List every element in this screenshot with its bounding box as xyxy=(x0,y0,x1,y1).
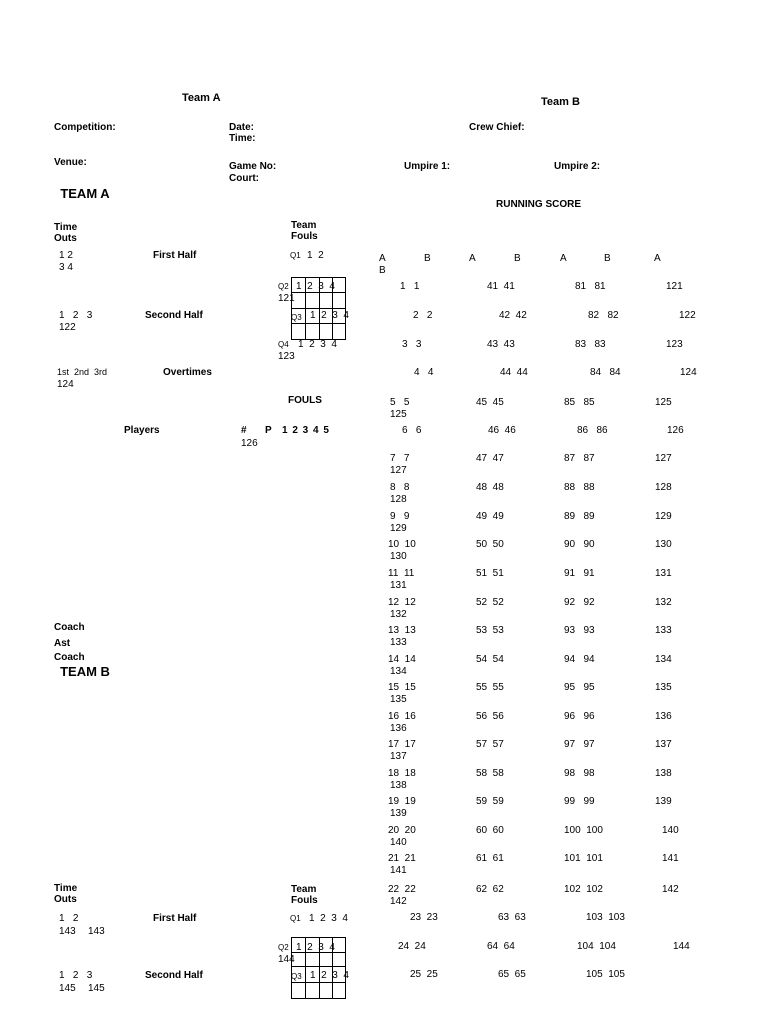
running-score-wrap: 125 xyxy=(390,409,407,420)
running-score-cell[interactable]: 49 49 xyxy=(476,511,504,522)
q3-b-fouls[interactable]: 1 2 3 4 xyxy=(310,970,349,981)
running-score-cell[interactable]: 12 12 xyxy=(388,597,416,608)
stray-121: 121 xyxy=(278,293,295,304)
running-score-wrap: 131 xyxy=(390,580,407,591)
running-score-cell[interactable]: 5 5 xyxy=(390,397,410,408)
running-score-wrap: 137 xyxy=(390,751,407,762)
running-score-cell[interactable]: 123 xyxy=(666,339,683,350)
q2-a-fouls[interactable]: 1 2 3 4 xyxy=(296,281,335,292)
rs-header-b: B xyxy=(514,253,521,264)
court-label: Court: xyxy=(229,173,259,184)
running-score-wrap: 130 xyxy=(390,551,407,562)
stray-124: 124 xyxy=(57,379,74,390)
q1-b-label: Q1 xyxy=(290,914,301,923)
rs-header-a: A xyxy=(379,253,386,264)
running-score-cell[interactable]: 22 22 xyxy=(388,884,416,895)
running-score-wrap: 135 xyxy=(390,694,407,705)
running-score-cell[interactable]: 138 xyxy=(655,768,672,779)
date-label: Date: xyxy=(229,122,255,133)
running-score-cell[interactable]: 85 85 xyxy=(564,397,595,408)
running-score-cell[interactable]: 19 19 xyxy=(388,796,416,807)
running-score-cell[interactable]: 58 58 xyxy=(476,768,504,779)
running-score-cell[interactable]: 144 xyxy=(673,941,690,952)
fouls-title: FOULS xyxy=(288,395,322,406)
q4-a-fouls[interactable]: 1 2 3 4 xyxy=(298,339,337,350)
stray-145b: 145 xyxy=(88,983,105,994)
running-score-cell[interactable]: 1 1 xyxy=(400,281,420,292)
overtimes-a-label: Overtimes xyxy=(163,367,212,378)
running-score-wrap: 133 xyxy=(390,637,407,648)
running-score-wrap: 140 xyxy=(390,837,407,848)
game-no-label: Game No: xyxy=(229,161,277,172)
running-score-cell[interactable]: 8 8 xyxy=(390,482,410,493)
running-score-cell[interactable]: 24 24 xyxy=(398,941,426,952)
running-score-wrap: 128 xyxy=(390,494,407,505)
running-score-cell[interactable]: 65 65 xyxy=(498,969,526,980)
second-half-b-label: Second Half xyxy=(145,970,203,981)
stray-122: 122 xyxy=(59,322,76,333)
first-half-a-boxes-2[interactable]: 3 4 xyxy=(59,262,73,273)
running-score-cell[interactable]: 103 103 xyxy=(586,912,625,923)
running-score-cell[interactable]: 98 98 xyxy=(564,768,595,779)
rs-header-a: A xyxy=(469,253,476,264)
q2-b-label: Q2 xyxy=(278,943,289,952)
running-score-cell[interactable]: 88 88 xyxy=(564,482,595,493)
q3-b-label: Q3 xyxy=(291,972,302,981)
coach-label: Coach xyxy=(54,622,85,633)
running-score-cell[interactable]: 6 6 xyxy=(402,425,422,436)
running-score-cell[interactable]: 127 xyxy=(655,453,672,464)
running-score-cell[interactable]: 54 54 xyxy=(476,654,504,665)
running-score-cell[interactable]: 7 7 xyxy=(390,453,410,464)
running-score-cell[interactable]: 11 11 xyxy=(388,568,415,579)
running-score-cell[interactable]: 20 20 xyxy=(388,825,416,836)
running-score-cell[interactable]: 25 25 xyxy=(410,969,438,980)
running-score-cell[interactable]: 92 92 xyxy=(564,597,595,608)
players-label: Players xyxy=(124,425,160,436)
running-score-wrap: 134 xyxy=(390,666,407,677)
running-score-cell[interactable]: 131 xyxy=(655,568,672,579)
running-score-cell[interactable]: 56 56 xyxy=(476,711,504,722)
stray-143: 143 xyxy=(59,926,76,937)
q1-b-fouls[interactable]: 1 2 3 4 xyxy=(309,913,348,924)
q2-b-fouls[interactable]: 1 2 3 4 xyxy=(296,942,335,953)
running-score-cell[interactable]: 45 45 xyxy=(476,397,504,408)
running-score-cell[interactable]: 96 96 xyxy=(564,711,595,722)
running-score-cell[interactable]: 102 102 xyxy=(564,884,603,895)
team-b-title: TEAM B xyxy=(60,664,110,679)
ast-coach-label: Ast Coach xyxy=(54,638,85,663)
number-col-label: # xyxy=(241,425,247,436)
team-fouls-a-label: Team Fouls xyxy=(291,220,318,242)
competition-label: Competition: xyxy=(54,122,116,133)
running-score-cell[interactable]: 23 23 xyxy=(410,912,438,923)
running-score-cell[interactable]: 140 xyxy=(662,825,679,836)
running-score-cell[interactable]: 124 xyxy=(680,367,697,378)
running-score-cell[interactable]: 99 99 xyxy=(564,796,595,807)
running-score-cell[interactable]: 122 xyxy=(679,310,696,321)
team-fouls-b-label: Team Fouls xyxy=(291,884,318,906)
running-score-wrap: 132 xyxy=(390,609,407,620)
second-half-b-boxes[interactable]: 1 2 3 xyxy=(59,970,93,981)
team-a-header: Team A xyxy=(182,92,221,104)
crew-chief-label: Crew Chief: xyxy=(469,122,525,133)
running-score-cell[interactable]: 52 52 xyxy=(476,597,504,608)
running-score-cell[interactable]: 59 59 xyxy=(476,796,504,807)
running-score-cell[interactable]: 133 xyxy=(655,625,672,636)
venue-label: Venue: xyxy=(54,157,87,168)
running-score-cell[interactable]: 137 xyxy=(655,739,672,750)
running-score-wrap: 138 xyxy=(390,780,407,791)
running-score-cell[interactable]: 81 81 xyxy=(575,281,606,292)
running-score-cell[interactable]: 82 82 xyxy=(588,310,619,321)
stray-126: 126 xyxy=(241,438,258,449)
running-score-cell[interactable]: 53 53 xyxy=(476,625,504,636)
running-score-cell[interactable]: 47 47 xyxy=(476,453,504,464)
running-score-cell[interactable]: 48 48 xyxy=(476,482,504,493)
running-score-cell[interactable]: 9 9 xyxy=(390,511,410,522)
running-score-cell[interactable]: 130 xyxy=(655,539,672,550)
umpire1-label: Umpire 1: xyxy=(404,161,451,172)
running-score-cell[interactable]: 93 93 xyxy=(564,625,595,636)
q4-a-label: Q4 xyxy=(278,340,289,349)
running-score-cell[interactable]: 132 xyxy=(655,597,672,608)
stray-123: 123 xyxy=(278,351,295,362)
time-outs-b-label: Time Outs xyxy=(54,883,78,905)
overtime-a-boxes[interactable]: 1st 2nd 3rd xyxy=(57,367,108,377)
q2-a-label: Q2 xyxy=(278,282,289,291)
running-score-cell[interactable]: 61 61 xyxy=(476,853,504,864)
running-score-cell[interactable]: 43 43 xyxy=(487,339,515,350)
rs-header-a: A xyxy=(560,253,567,264)
running-score-cell[interactable]: 97 97 xyxy=(564,739,595,750)
q3-a-label: Q3 xyxy=(291,313,302,322)
running-score-cell[interactable]: 84 84 xyxy=(590,367,621,378)
running-score-cell[interactable]: 4 4 xyxy=(414,367,434,378)
running-score-cell[interactable]: 42 42 xyxy=(499,310,527,321)
time-outs-a-label: Time Outs xyxy=(54,222,78,244)
foul-nums-label: 1 2 3 4 5 xyxy=(282,425,329,436)
q1-a-label: Q1 xyxy=(290,251,301,260)
running-score-cell[interactable]: 101 101 xyxy=(564,853,603,864)
running-score-cell[interactable]: 16 16 xyxy=(388,711,416,722)
running-score-cell[interactable]: 90 90 xyxy=(564,539,595,550)
running-score-wrap: 139 xyxy=(390,808,407,819)
running-score-cell[interactable]: 14 14 xyxy=(388,654,416,665)
running-score-cell[interactable]: 86 86 xyxy=(577,425,608,436)
rs-header-b: B xyxy=(604,253,611,264)
running-score-cell[interactable]: 62 62 xyxy=(476,884,504,895)
running-score-cell[interactable]: 134 xyxy=(655,654,672,665)
stray-144: 144 xyxy=(278,954,295,965)
running-score-cell[interactable]: 141 xyxy=(662,853,679,864)
first-half-b-boxes[interactable]: 1 2 xyxy=(59,913,79,924)
team-a-title: TEAM A xyxy=(60,186,110,201)
first-half-b-label: First Half xyxy=(153,913,197,924)
running-score-cell[interactable]: 44 44 xyxy=(500,367,528,378)
running-score-cell[interactable]: 60 60 xyxy=(476,825,504,836)
running-score-cell[interactable]: 83 83 xyxy=(575,339,606,350)
running-score-wrap: 127 xyxy=(390,465,407,476)
running-score-cell[interactable]: 105 105 xyxy=(586,969,625,980)
rs-header-a: A xyxy=(654,253,661,264)
stray-143b: 143 xyxy=(88,926,105,937)
running-score-cell[interactable]: 126 xyxy=(667,425,684,436)
running-score-cell[interactable]: 87 87 xyxy=(564,453,595,464)
running-score-cell[interactable]: 135 xyxy=(655,682,672,693)
running-score-cell[interactable]: 18 18 xyxy=(388,768,416,779)
running-score-cell[interactable]: 129 xyxy=(655,511,672,522)
running-score-cell[interactable]: 13 13 xyxy=(388,625,416,636)
rs-header-b-stray: B xyxy=(379,265,386,276)
second-half-a-label: Second Half xyxy=(145,310,203,321)
running-score-cell[interactable]: 2 2 xyxy=(413,310,433,321)
running-score-cell[interactable]: 100 100 xyxy=(564,825,603,836)
running-score-title: RUNNING SCORE xyxy=(496,199,582,210)
first-half-a-boxes[interactable]: 1 2 xyxy=(59,250,73,261)
stray-145: 145 xyxy=(59,983,76,994)
running-score-wrap: 142 xyxy=(390,896,407,907)
running-score-cell[interactable]: 50 50 xyxy=(476,539,504,550)
running-score-cell[interactable]: 95 95 xyxy=(564,682,595,693)
q1-a-fouls[interactable]: 1 2 xyxy=(307,250,324,261)
running-score-cell[interactable]: 139 xyxy=(655,796,672,807)
running-score-cell[interactable]: 41 41 xyxy=(487,281,515,292)
running-score-cell[interactable]: 10 10 xyxy=(388,539,416,550)
running-score-cell[interactable]: 136 xyxy=(655,711,672,722)
running-score-cell[interactable]: 21 21 xyxy=(388,853,416,864)
running-score-cell[interactable]: 104 104 xyxy=(577,941,616,952)
running-score-wrap: 136 xyxy=(390,723,407,734)
running-score-cell[interactable]: 142 xyxy=(662,884,679,895)
running-score-cell[interactable]: 91 91 xyxy=(564,568,595,579)
running-score-cell[interactable]: 121 xyxy=(666,281,683,292)
running-score-cell[interactable]: 128 xyxy=(655,482,672,493)
first-half-a-label: First Half xyxy=(153,250,197,261)
time-label: Time: xyxy=(229,133,256,144)
q3-a-fouls[interactable]: 1 2 3 4 xyxy=(310,310,349,321)
running-score-cell[interactable]: 15 15 xyxy=(388,682,416,693)
running-score-cell[interactable]: 3 3 xyxy=(402,339,422,350)
running-score-wrap: 129 xyxy=(390,523,407,534)
running-score-cell[interactable]: 51 51 xyxy=(476,568,504,579)
running-score-cell[interactable]: 94 94 xyxy=(564,654,595,665)
rs-header-b: B xyxy=(424,253,431,264)
running-score-wrap: 141 xyxy=(390,865,407,876)
running-score-cell[interactable]: 64 64 xyxy=(487,941,515,952)
running-score-cell[interactable]: 89 89 xyxy=(564,511,595,522)
second-half-a-boxes[interactable]: 1 2 3 xyxy=(59,310,93,321)
running-score-cell[interactable]: 125 xyxy=(655,397,672,408)
p-col-label: P xyxy=(265,425,272,436)
umpire2-label: Umpire 2: xyxy=(554,161,601,172)
team-b-header: Team B xyxy=(541,96,580,108)
running-score-cell[interactable]: 57 57 xyxy=(476,739,504,750)
running-score-cell[interactable]: 46 46 xyxy=(488,425,516,436)
running-score-cell[interactable]: 55 55 xyxy=(476,682,504,693)
running-score-cell[interactable]: 17 17 xyxy=(388,739,416,750)
running-score-cell[interactable]: 63 63 xyxy=(498,912,526,923)
